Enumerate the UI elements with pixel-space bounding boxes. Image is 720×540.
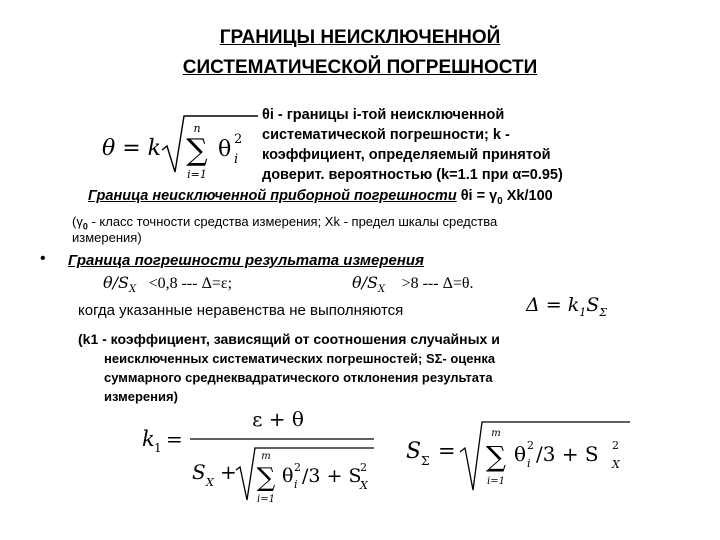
sum-term: θ	[282, 465, 294, 487]
delta-formula-sub2: Σ	[599, 305, 608, 319]
sum-sign: ∑	[256, 463, 276, 493]
sqrt-sign	[162, 116, 258, 172]
k1-note-line-1: (k1 - коэффициент, зависящий от соотношения случайных и	[78, 331, 500, 347]
formula-k1-den-S-sub: X	[206, 476, 214, 489]
formula-ssigma-div3: /3 + S	[536, 442, 599, 466]
formula-theta-bound	[100, 112, 260, 184]
accuracy-note-open: (γ	[72, 214, 83, 229]
formula-lhs: θ = k	[102, 136, 161, 161]
formula-k1-den-plus: +	[220, 460, 237, 484]
sum-term-sub: i	[234, 152, 239, 167]
formula-k1-numerator: ε + θ	[252, 407, 304, 431]
condition-1-ratio: θ/S	[103, 273, 129, 292]
formula-ssigma-tail-sub: X	[612, 458, 620, 471]
sum-sign: ∑	[486, 440, 506, 473]
delta-formula-main: Δ = k	[526, 294, 580, 316]
sum-term-sup: 2	[234, 132, 243, 147]
formula-k1-tail-sub: X	[360, 479, 368, 492]
condition-2	[352, 274, 474, 299]
sum-lower-limit: i=1	[187, 168, 207, 181]
formula-ssigma-lhs: S	[406, 439, 422, 464]
instrument-error-line	[88, 187, 553, 211]
condition-1	[103, 274, 232, 299]
k1-note-line-4: измерения)	[104, 389, 178, 404]
sum-term-sub: i	[294, 478, 298, 491]
instrument-error-formula-tail: Xk/100	[502, 188, 553, 204]
sum-lower-limit: i=1	[257, 494, 275, 505]
sum-upper-limit: n	[193, 122, 201, 135]
accuracy-note-text: - класс точности средства измерения; Xk - предел шкалы средства	[87, 214, 498, 229]
result-error-heading: Граница погрешности результата измерения	[68, 252, 424, 269]
formula-ssigma-eq: =	[438, 439, 456, 463]
sum-term-sub: i	[527, 457, 531, 470]
formula-k1-den-S: S	[192, 460, 206, 484]
desc-line-4: доверит. вероятностью (k=1.1 при α=0.95)	[262, 167, 563, 183]
formula-k1-lhs: k	[142, 427, 155, 451]
sum-term-sup: 2	[294, 461, 301, 474]
formula-s-sigma	[404, 416, 634, 500]
k1-note-line-3: суммарного среднеквадратического отклонения результата	[104, 370, 493, 385]
page-title-line-2: СИСТЕМАТИЧЕСКОЙ ПОГРЕШНОСТИ	[182, 57, 538, 78]
sum-lower-limit: i=1	[487, 476, 505, 487]
formula-ssigma-tail-sup: 2	[612, 439, 619, 452]
formula-k1-lhs-sub: 1	[154, 441, 162, 455]
sum-term-sup: 2	[527, 439, 534, 452]
formula-k1-div3: /3 + S	[302, 465, 362, 487]
desc-line-2: систематической погрешности; k -	[262, 127, 510, 143]
accuracy-note-line-2: измерения)	[72, 230, 142, 245]
delta-formula	[526, 294, 607, 319]
condition-2-ratio: θ/S	[352, 273, 378, 292]
sum-upper-limit: m	[261, 451, 271, 462]
condition-2-text: >8 --- Δ=θ.	[401, 275, 474, 292]
condition-1-ratio-sub: X	[128, 284, 137, 296]
condition-1-text: <0,8 --- Δ=ε;	[148, 275, 233, 292]
formula-k1-tail-sup: 2	[360, 461, 367, 474]
sum-term: θ	[218, 137, 232, 162]
desc-line-1: θi - границы i-той неисключенной	[262, 107, 505, 123]
delta-formula-sub1: 1	[579, 305, 587, 319]
sum-sign: ∑	[186, 133, 208, 168]
formula-k1	[140, 404, 380, 508]
delta-formula-S: S	[586, 294, 600, 316]
instrument-error-label: Граница неисключенной приборной погрешности	[88, 188, 457, 204]
condition-2-ratio-sub: X	[377, 284, 386, 296]
formula-ssigma-lhs-sub: Σ	[421, 454, 430, 468]
otherwise-text: когда указанные неравенства не выполняются	[78, 302, 404, 319]
k1-note-line-2: неисключенных систематических погрешностей; SΣ- оценка	[104, 351, 496, 366]
desc-line-3: коэффициент, определяемый принятой	[262, 147, 551, 163]
instrument-error-formula: θi = γ	[456, 188, 498, 204]
formula-k1-eq: =	[166, 427, 183, 451]
page-title-line-1: ГРАНИЦЫ НЕИСКЛЮЧЕННОЙ	[219, 27, 501, 48]
sum-term: θ	[514, 442, 527, 466]
bullet-icon: •	[40, 250, 46, 267]
accuracy-note-sub: 0	[82, 221, 88, 232]
sum-upper-limit: m	[491, 428, 501, 439]
instrument-error-formula-sub: 0	[497, 195, 503, 207]
